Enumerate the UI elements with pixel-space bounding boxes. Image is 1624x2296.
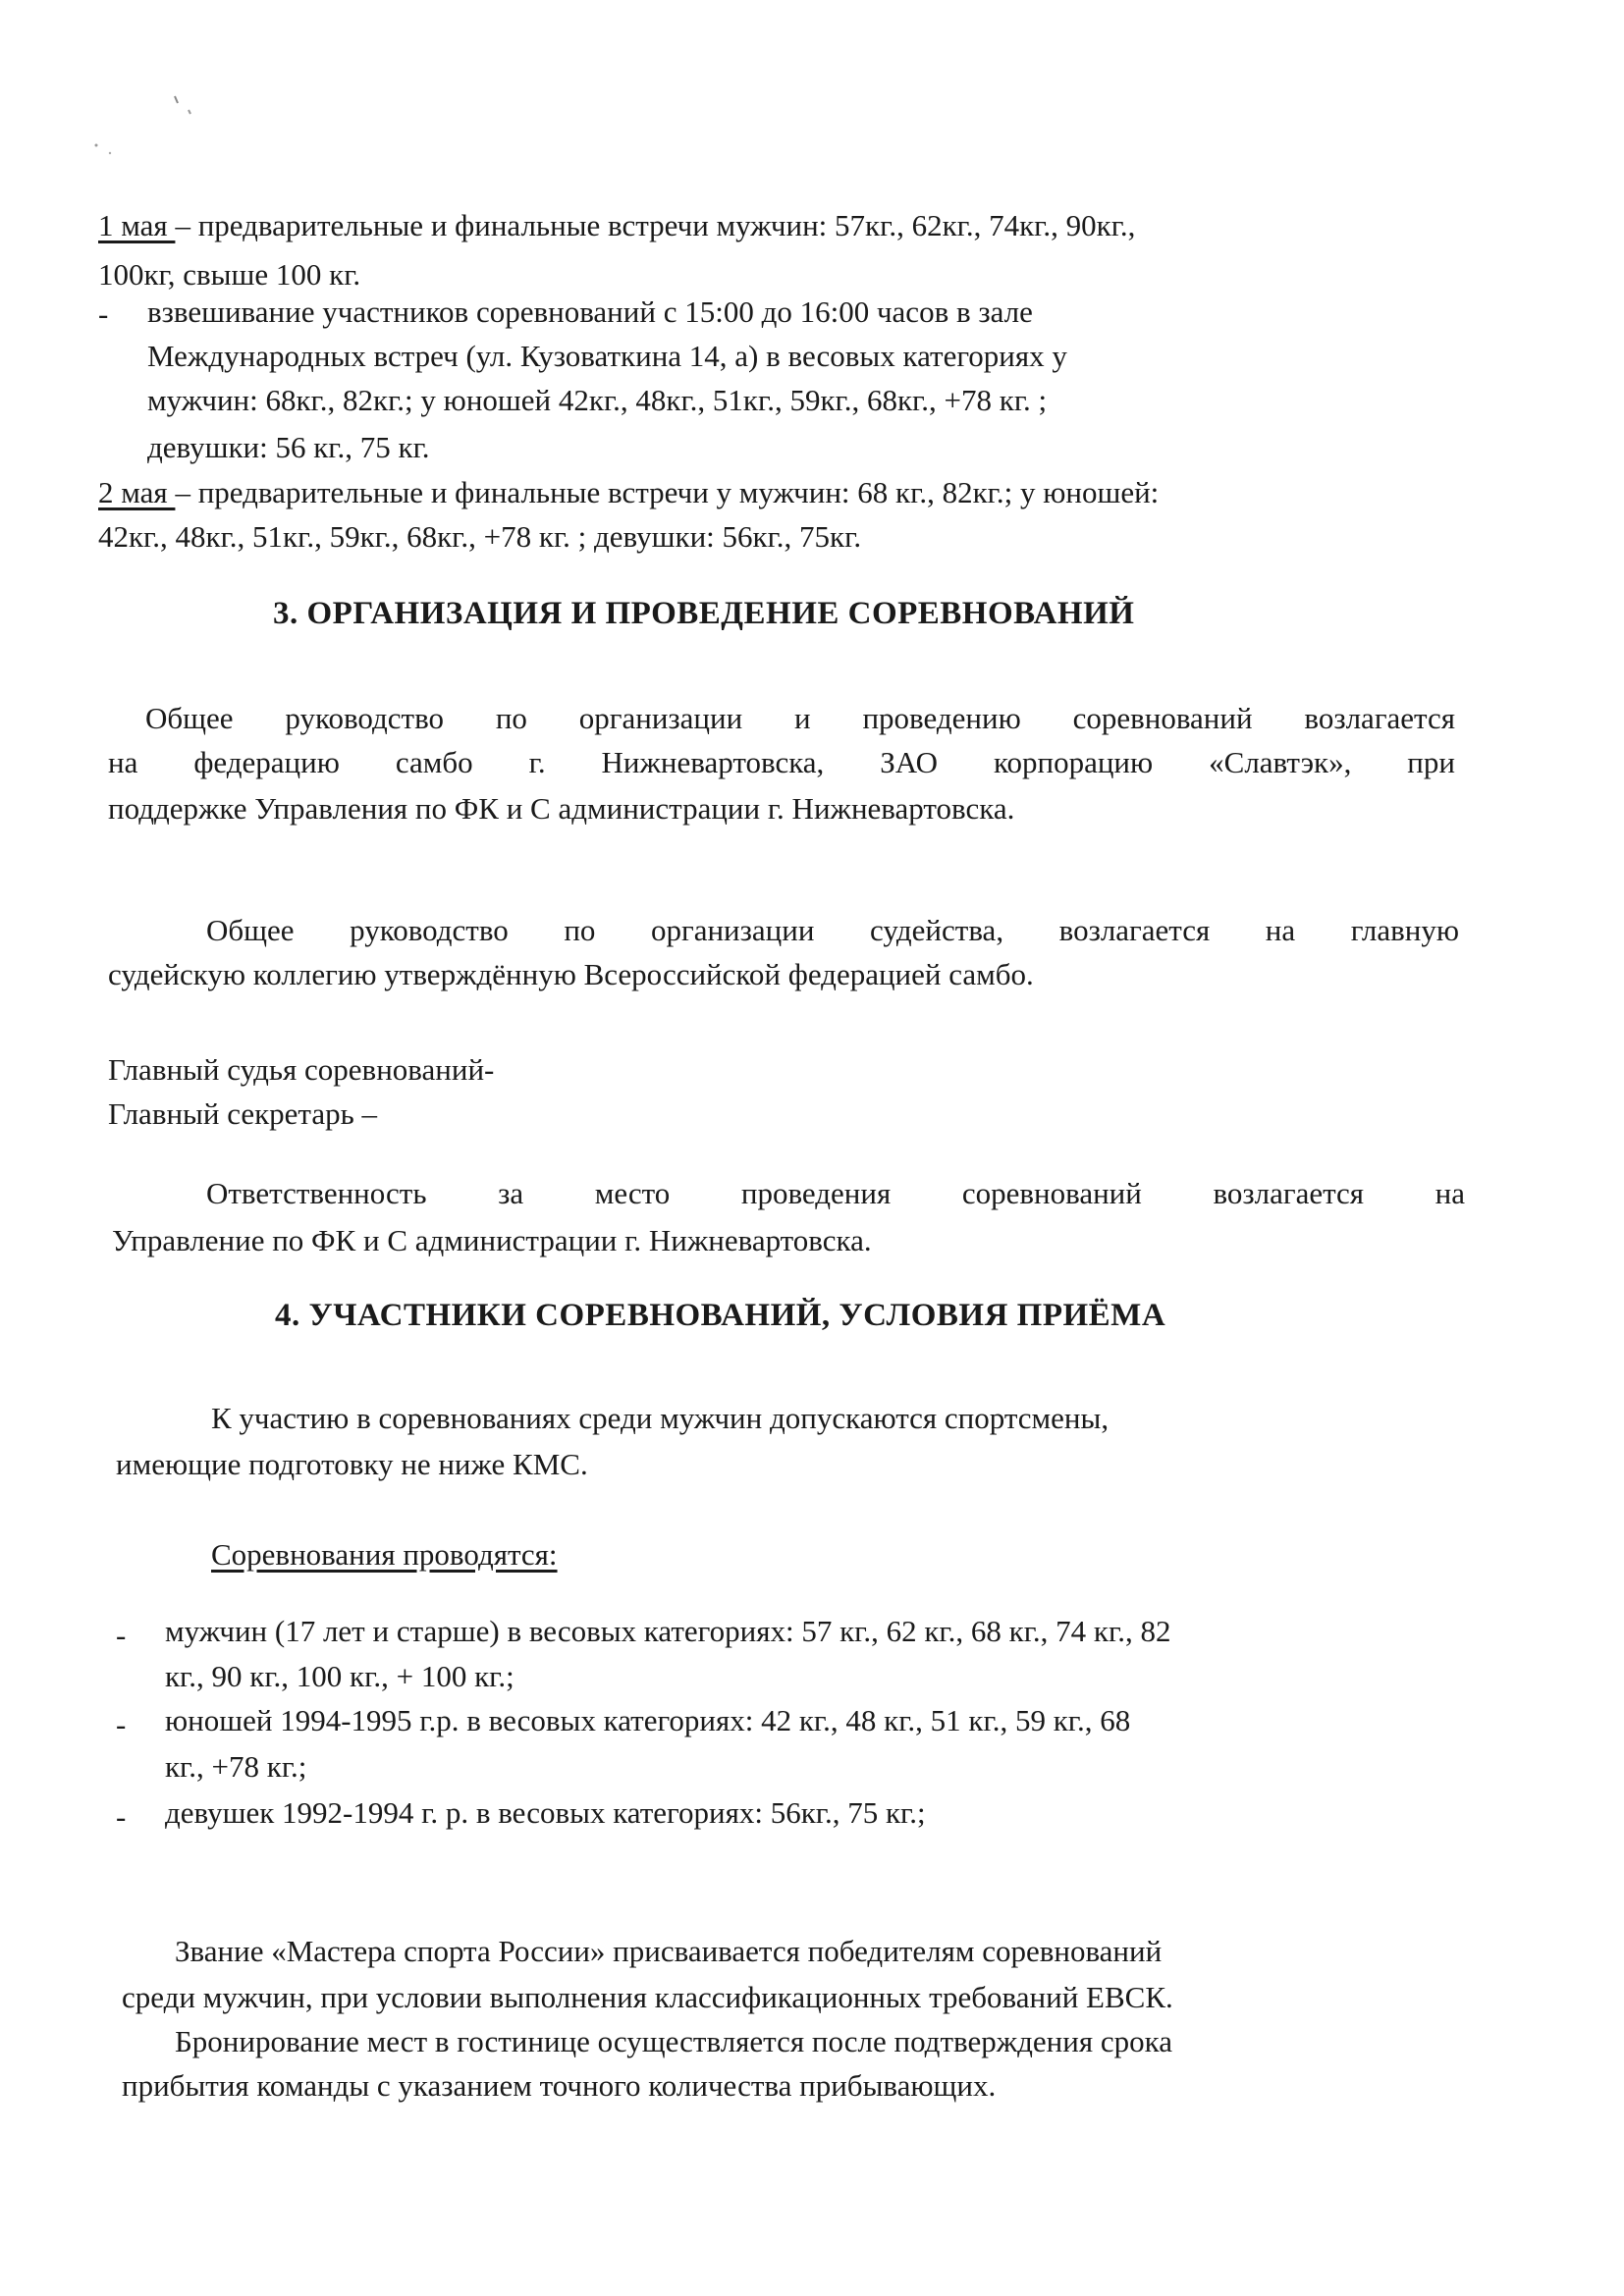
s3-p1-line-3: поддержке Управления по ФК и С администрации г. Нижневартовска.	[108, 791, 1015, 826]
s3-p1-line-1: Общее руководство по организации и проведению соревнований возлагается	[145, 701, 1455, 735]
hotel-line-2: прибытия команды с указанием точного количества прибывающих.	[122, 2068, 997, 2103]
s4-p1-line-2: имеющие подготовку не ниже КМС.	[116, 1447, 588, 1481]
scan-artifact	[59, 88, 216, 167]
s3-p2-line-2: судейскую коллегию утверждённую Всероссийской федерацией самбо.	[108, 957, 1034, 991]
weigh-line-4: девушки: 56 кг., 75 кг.	[147, 430, 430, 464]
s3-p2-line-1: Общее руководство по организации судейства, возлагается на главную	[206, 913, 1459, 947]
item-1-dash: -	[116, 1618, 127, 1652]
s3-p3-line-2: Управление по ФК и С администрации г. Нижневартовска.	[112, 1223, 872, 1257]
may2-date: 2 мая	[98, 475, 176, 509]
weigh-line-1: взвешивание участников соревнований с 15:00 до 16:00 часов в зале	[147, 294, 1033, 329]
schedule-may1	[98, 206, 1135, 245]
weigh-line-3: мужчин: 68кг., 82кг.; у юношей 42кг., 48кг., 51кг., 59кг., 68кг., +78 кг. ;	[147, 383, 1048, 417]
s3-p3-line-1: Ответственность за место проведения соревнований возлагается на	[206, 1176, 1465, 1210]
s4-p1-line-1: К участию в соревнованиях среди мужчин допускаются спортсмены,	[211, 1401, 1110, 1435]
section3-title: 3. ОРГАНИЗАЦИЯ И ПРОВЕДЕНИЕ СОРЕВНОВАНИЙ	[273, 596, 1135, 631]
title-award-line-2: среди мужчин, при условии выполнения классификационных требований ЕВСК.	[122, 1980, 1173, 2014]
may1-text: – предварительные и финальные встречи мужчин: 57кг., 62кг., 74кг., 90кг.,	[175, 208, 1136, 242]
weigh-line-2: Международных встреч (ул. Кузоваткина 14, а) в весовых категориях у	[147, 339, 1067, 373]
may1-text-cont: 100кг, свыше 100 кг.	[98, 257, 361, 292]
item-2-line-2: кг., +78 кг.;	[165, 1749, 307, 1784]
item-2-dash: -	[116, 1707, 127, 1741]
item-1-line-2: кг., 90 кг., 100 кг., + 100 кг.;	[165, 1659, 514, 1693]
weigh-dash: -	[98, 296, 109, 331]
chief-secretary: Главный секретарь –	[108, 1096, 378, 1131]
chief-judge: Главный судья соревнований-	[108, 1052, 495, 1087]
item-3-line-1: девушек 1992-1994 г. р. в весовых категориях: 56кг., 75 кг.;	[165, 1795, 926, 1830]
section4-title: 4. УЧАСТНИКИ СОРЕВНОВАНИЙ, УСЛОВИЯ ПРИЁМА	[275, 1298, 1166, 1333]
title-award-line-1: Звание «Мастера спорта России» присваивается победителям соревнований	[175, 1934, 1163, 1968]
hotel-line-1: Бронирование мест в гостинице осуществляется после подтверждения срока	[175, 2024, 1172, 2058]
schedule-may2	[98, 473, 1159, 512]
may2-text: – предварительные и финальные встречи у мужчин: 68 кг., 82кг.; у юношей:	[175, 475, 1160, 509]
s3-p1-line-2: на федерацию самбо г. Нижневартовска, ЗАО корпорацию «Славтэк», при	[108, 745, 1455, 779]
held-label: Соревнования проводятся:	[211, 1537, 558, 1572]
item-1-line-1: мужчин (17 лет и старше) в весовых категориях: 57 кг., 62 кг., 68 кг., 74 кг., 82	[165, 1614, 1171, 1648]
item-3-dash: -	[116, 1799, 127, 1834]
item-2-line-1: юношей 1994-1995 г.р. в весовых категориях: 42 кг., 48 кг., 51 кг., 59 кг., 68	[165, 1703, 1131, 1737]
may1-date: 1 мая	[98, 208, 176, 242]
may2-text-cont: 42кг., 48кг., 51кг., 59кг., 68кг., +78 кг. ; девушки: 56кг., 75кг.	[98, 519, 862, 554]
